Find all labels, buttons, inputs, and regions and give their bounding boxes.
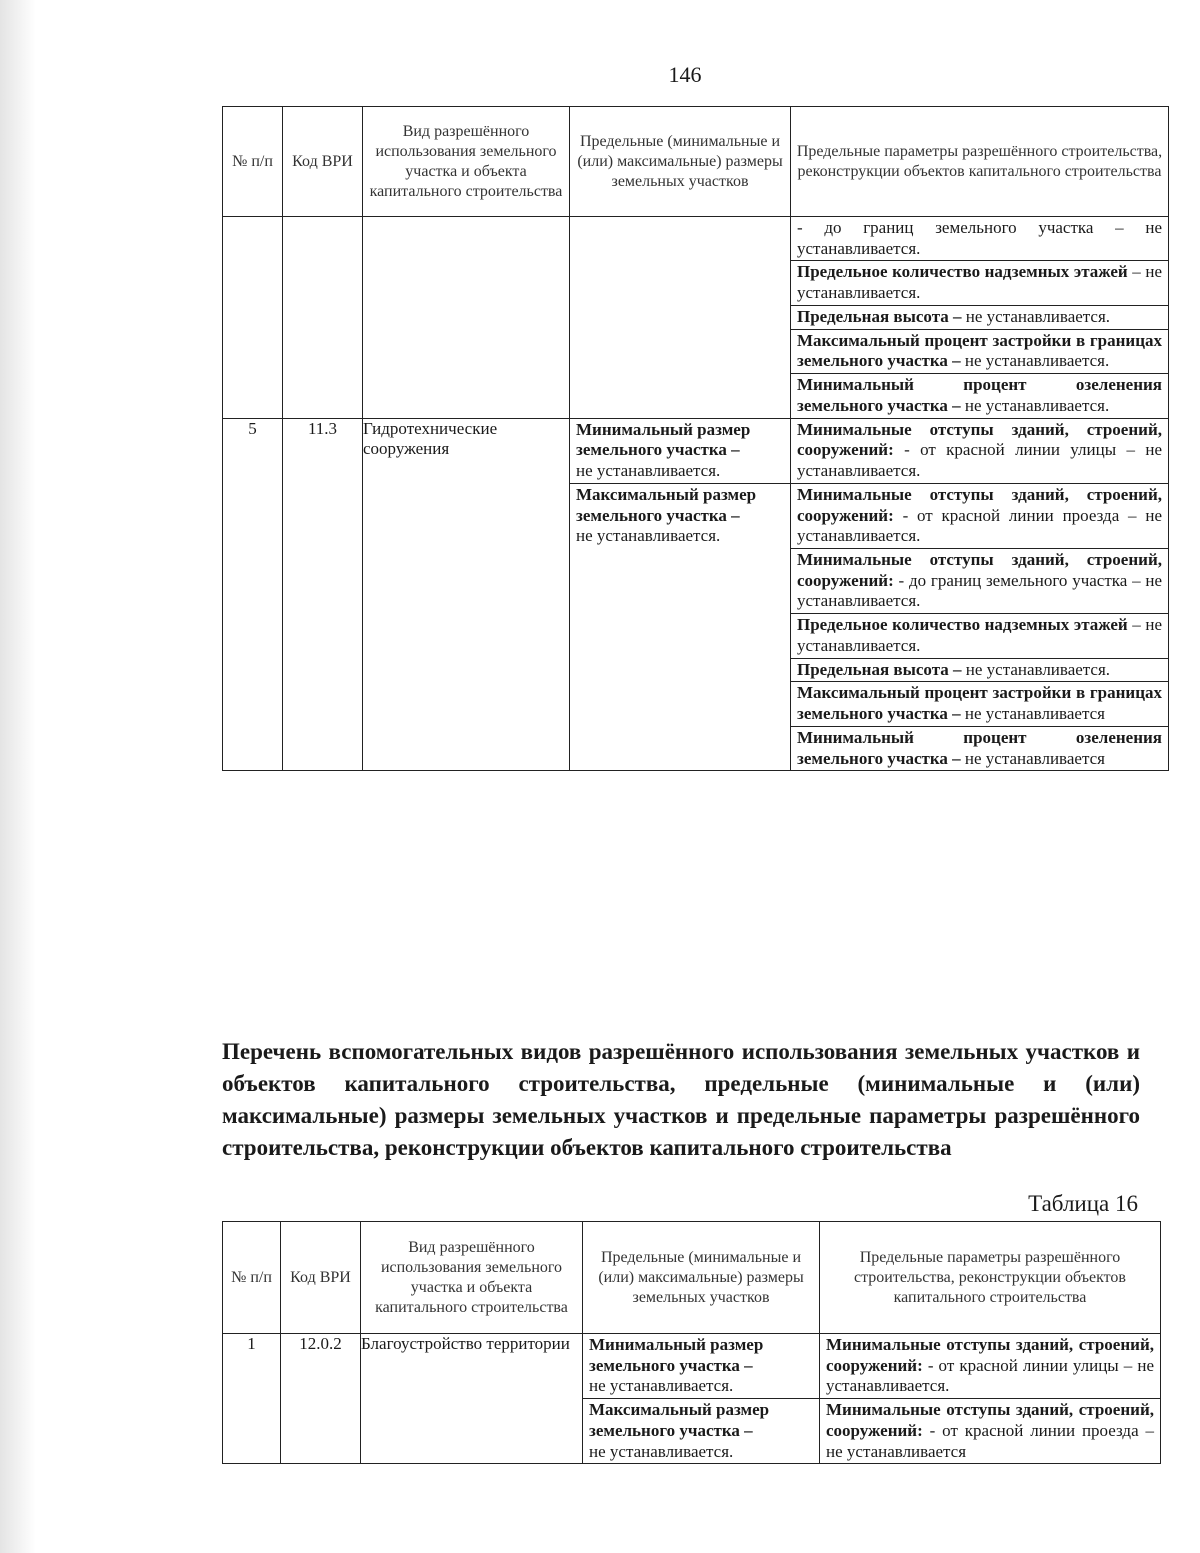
header-params: Предельные параметры разрешённого строительства, реконструкции объектов капитального строительства [820, 1222, 1161, 1334]
param-title: Минимальный процент озеленения земельного участка – [797, 375, 1162, 415]
param-block [791, 726, 1168, 770]
param-title: Минимальные отступы зданий, строений, сооружений: [797, 550, 1162, 590]
param-title: Предельная высота – [797, 659, 962, 679]
params-list [791, 419, 1168, 771]
header-num: № п/п [223, 107, 283, 217]
cell-num-empty [223, 217, 283, 419]
size-value: не устанавливается. [589, 1376, 734, 1396]
size-title: Минимальный размер земельного участка – [576, 419, 751, 460]
table-row [223, 418, 1169, 771]
cell-params-stack [791, 418, 1169, 771]
cell-num: 1 [223, 1334, 281, 1464]
param-line: не устанавливается. [964, 351, 1110, 371]
param-title: Минимальный процент озеленения земельного участка – [797, 727, 1162, 768]
size-value: не устанавливается. [589, 1441, 734, 1461]
param-title: Минимальные отступы зданий, строений, сооружений: [797, 419, 1162, 460]
param-line: – не устанавливается. [797, 615, 1162, 655]
param-line: - до границ земельного участка – не устанавливается. [797, 218, 1162, 258]
size-block [570, 419, 790, 483]
param-line: – не устанавливается. [797, 262, 1162, 303]
param-title: Максимальный процент застройки в границах земельного участка – [797, 683, 1162, 724]
sizes-list [570, 419, 790, 548]
cell-use-type: Гидротехнические сооружения [363, 418, 570, 771]
param-line: - от красной линии проезда – не устанавливается. [797, 505, 1163, 546]
table-row-continued [223, 217, 1169, 419]
cell-params-stack [820, 1334, 1161, 1464]
param-title: Предельная высота – [797, 306, 962, 326]
size-title: Минимальный размер земельного участка – [589, 1335, 764, 1375]
param-block [791, 329, 1168, 373]
regulations-table-continued [222, 106, 1169, 771]
size-title: Максимальный размер земельного участка – [589, 1400, 770, 1440]
param-line: - от красной линии проезда – не устанавливается [826, 1420, 1155, 1461]
header-num: № п/п [223, 1222, 281, 1334]
param-block [820, 1398, 1160, 1463]
size-value: не устанавливается. [576, 461, 721, 481]
param-title: Минимальные отступы зданий, строений, сооружений: [826, 1335, 1154, 1375]
sizes-list [583, 1334, 819, 1463]
cell-sizes-stack [570, 418, 791, 771]
size-block [583, 1334, 819, 1398]
cell-num: 5 [223, 418, 283, 771]
param-block [791, 658, 1168, 682]
param-block [791, 373, 1168, 417]
param-title: Минимальные отступы зданий, строений, сооружений: [797, 484, 1162, 525]
table-header-row [223, 1222, 1161, 1334]
param-block [820, 1334, 1160, 1398]
header-code: Код ВРИ [283, 107, 363, 217]
header-sizes: Предельные (минимальные и (или) максимальные) размеры земельных участков [583, 1222, 820, 1334]
param-line: не устанавливается. [965, 306, 1111, 326]
param-title: Максимальный процент застройки в границах земельного участка – [797, 330, 1162, 371]
size-title: Максимальный размер земельного участка – [576, 484, 757, 525]
header-params: Предельные параметры разрешённого строительства, реконструкции объектов капитального строительства [791, 107, 1169, 217]
param-line: не устанавливается [964, 748, 1105, 768]
scan-edge-shadow [0, 0, 36, 1553]
cell-code: 11.3 [283, 418, 363, 771]
param-block [791, 548, 1168, 613]
param-line: не устанавливается [964, 704, 1105, 724]
cell-code-empty [283, 217, 363, 419]
param-line: - от красной линии улицы – не устанавливается. [797, 440, 1162, 481]
param-line: - до границ земельного участка – не устанавливается. [797, 570, 1162, 611]
page-number: 146 [668, 62, 702, 87]
param-line: - от красной линии улицы – не устанавливается. [826, 1355, 1154, 1396]
regulations-table-16 [222, 1221, 1161, 1464]
param-line: не устанавливается. [965, 659, 1111, 679]
table-row [223, 1334, 1161, 1464]
table-header-row [223, 107, 1169, 217]
param-title: Предельное количество надземных этажей [797, 615, 1128, 635]
params-list [791, 217, 1168, 418]
param-block [791, 483, 1168, 548]
param-block [791, 419, 1168, 483]
cell-use-empty [363, 217, 570, 419]
size-block [570, 483, 790, 548]
param-block [791, 613, 1168, 657]
param-title: Минимальные отступы зданий, строений, сооружений: [826, 1400, 1154, 1440]
param-block [791, 217, 1168, 260]
cell-code: 12.0.2 [281, 1334, 361, 1464]
cell-sizes-stack [583, 1334, 820, 1464]
cell-use-type: Благоустройство территории [361, 1334, 583, 1464]
cell-sizes-empty [570, 217, 791, 419]
size-block [583, 1398, 819, 1463]
header-code: Код ВРИ [281, 1222, 361, 1334]
param-block [791, 305, 1168, 329]
header-use-type: Вид разрешённого использования земельного участка и объекта капитального строительства [363, 107, 570, 217]
params-list [820, 1334, 1160, 1463]
param-block [791, 681, 1168, 725]
section-title: Перечень вспомогательных видов разрешённого использования земельных участков и объектов капитального строительства, предельные (минимальные и (или) максимальные) размеры земельных участков и предельные параметры разрешённого строительства, реконструкции объектов капитального строительства [222, 1039, 1140, 1160]
param-title: Предельное количество надземных этажей [797, 262, 1128, 282]
table-label: Таблица 16 [1028, 1191, 1138, 1216]
header-use-type: Вид разрешённого использования земельного участка и объекта капитального строительства [361, 1222, 583, 1334]
header-sizes: Предельные (минимальные и (или) максимальные) размеры земельных участков [570, 107, 791, 217]
param-block [791, 260, 1168, 304]
size-value: не устанавливается. [576, 526, 721, 546]
param-line: не устанавливается. [964, 395, 1110, 415]
cell-params-stack [791, 217, 1169, 419]
